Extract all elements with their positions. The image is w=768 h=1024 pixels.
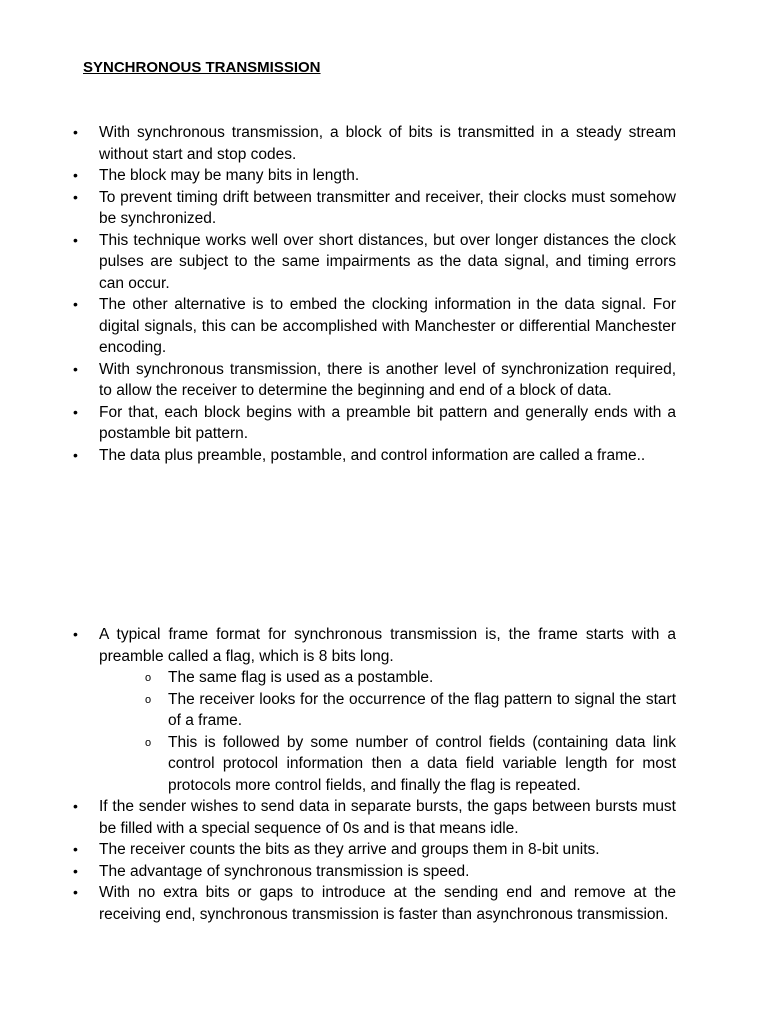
list-item bbox=[0, 839, 676, 861]
list-item-text: With synchronous transmission, there is another level of synchronization required, to allow the receiver to determine the beginning and end of a block of data. bbox=[99, 360, 676, 399]
list-item-text: The receiver counts the bits as they arrive and groups them in 8-bit units. bbox=[99, 841, 600, 858]
list-item bbox=[0, 122, 676, 165]
list-item bbox=[0, 187, 676, 230]
list-item bbox=[0, 882, 676, 925]
list-item bbox=[0, 861, 676, 883]
bullet-icon: • bbox=[73, 167, 78, 183]
bullet-icon: • bbox=[73, 862, 78, 879]
sub-list-item-text: The same flag is used as a postamble. bbox=[168, 669, 434, 686]
list-item-text: The block may be many bits in length. bbox=[99, 167, 360, 184]
list-item-text: The advantage of synchronous transmission is speed. bbox=[99, 862, 470, 880]
sub-list-item bbox=[0, 689, 676, 732]
list-item bbox=[0, 230, 676, 295]
list-item bbox=[0, 359, 676, 402]
list-item-text: The data plus preamble, postamble, and control information are called a frame.. bbox=[99, 446, 646, 464]
bullet-icon: • bbox=[73, 626, 78, 642]
bullet-icon: • bbox=[73, 296, 78, 312]
bullet-icon: • bbox=[73, 360, 78, 377]
sub-list-item-text: The receiver looks for the occurrence of the flag pattern to signal the start of a frame. bbox=[168, 690, 676, 729]
list-item bbox=[0, 624, 676, 667]
list-item bbox=[0, 402, 676, 445]
bullet-icon: • bbox=[73, 231, 78, 248]
list-item-text: With no extra bits or gaps to introduce at the sending end and remove at the receiving end, synchronous transmission is faster than asynchronous transmission. bbox=[99, 884, 676, 923]
list-item bbox=[0, 294, 676, 359]
sub-list-item bbox=[0, 667, 676, 689]
bullet-icon: • bbox=[73, 188, 78, 205]
bullet-icon: • bbox=[73, 446, 78, 463]
list-item bbox=[0, 165, 676, 187]
bullet-icon: • bbox=[73, 841, 78, 857]
list-item-text: With synchronous transmission, a block of bits is transmitted in a steady stream without start and stop codes. bbox=[99, 124, 676, 163]
sub-list-item-text: This is followed by some number of control fields (containing data link control protocol information then a data field variable length for most protocols more control fields, and finally the flag is repeated. bbox=[168, 733, 676, 794]
list-item-text: This technique works well over short distances, but over longer distances the clock pulses are subject to the same impairments as the data signal, and timing errors can occur. bbox=[99, 231, 676, 292]
list-item-text: If the sender wishes to send data in separate bursts, the gaps between bursts must be filled with a special sequence of 0s and is that means idle. bbox=[99, 798, 676, 837]
bullet-icon: • bbox=[73, 124, 78, 140]
list-item bbox=[0, 445, 676, 467]
page-title: SYNCHRONOUS TRANSMISSION bbox=[83, 59, 321, 76]
list-item-text: The other alternative is to embed the clocking information in the data signal. For digital signals, this can be accomplished with Manchester or differential Manchester encoding. bbox=[99, 296, 676, 356]
circle-bullet-icon: o bbox=[145, 736, 152, 749]
bullet-list-bottom bbox=[0, 624, 768, 925]
bullet-icon: • bbox=[73, 884, 78, 900]
list-item bbox=[0, 796, 676, 839]
sub-list-item bbox=[0, 732, 676, 797]
bullet-icon: • bbox=[73, 798, 78, 814]
list-item-text: To prevent timing drift between transmitter and receiver, their clocks must somehow be synchronized. bbox=[99, 188, 676, 227]
circle-bullet-icon: o bbox=[145, 672, 152, 684]
list-item-text: For that, each block begins with a preamble bit pattern and generally ends with a postamble bit pattern. bbox=[99, 403, 676, 442]
bullet-list-top bbox=[0, 122, 768, 466]
circle-bullet-icon: o bbox=[145, 693, 152, 706]
list-item-text: A typical frame format for synchronous transmission is, the frame starts with a preamble called a flag, which is 8 bits long. bbox=[99, 626, 676, 665]
bullet-icon: • bbox=[73, 403, 78, 420]
